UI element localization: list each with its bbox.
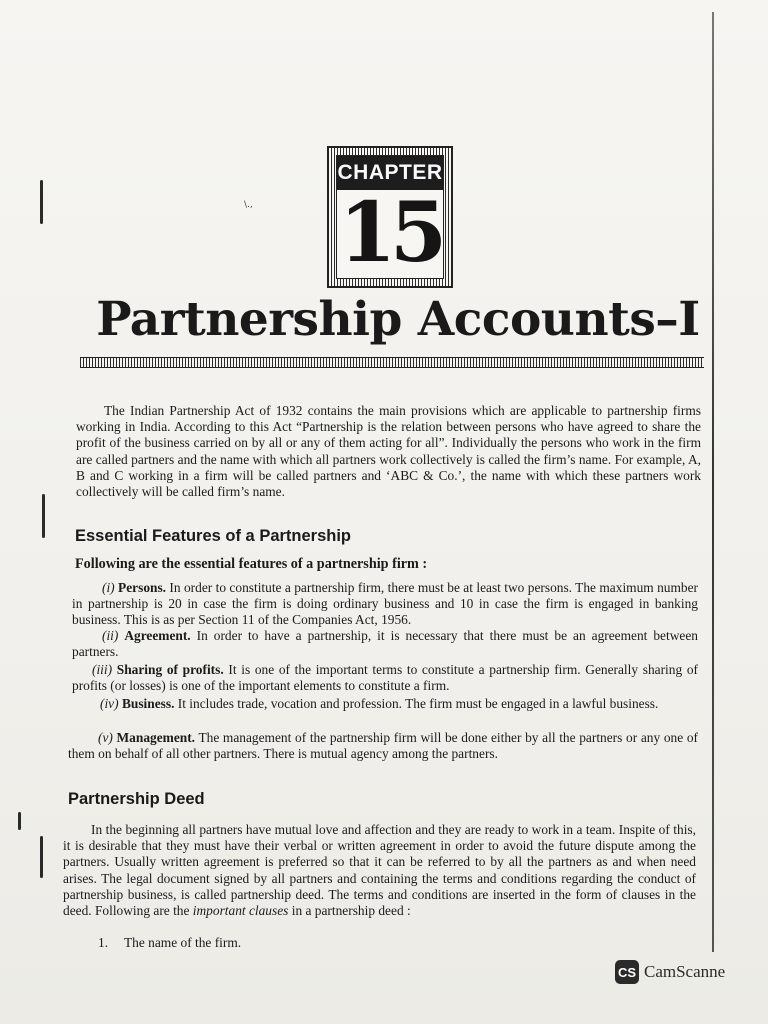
feature-text: In order to constitute a partnership firm, there must be at least two persons. The maximum number in partnership is 20 in case the firm is doing ordinary business and 10 in case the firm is engaged in banking business. This is as per Section 11 of the Companies Act, 1956. (72, 580, 698, 628)
features-subheading: Following are the essential features of a partnership firm : (75, 556, 428, 572)
feature-term: Management. (116, 730, 196, 745)
binder-mark (40, 836, 43, 878)
feature-number: (v) (98, 730, 113, 745)
feature-text: In order to have a partnership, it is necessary that there must be an agreement between partners. (72, 628, 698, 660)
feature-text: It includes trade, vocation and profession. The firm must be engaged in a lawful business. (174, 696, 659, 711)
clause-text: The name of the firm. (124, 935, 242, 950)
deed-text: In the beginning all partners have mutual love and affection and they are ready to work in a team. Inspite of this, it is desirable that they must have their verbal or written agreement in order to avoid the future dispute among the partners. Usually written agreement is preferred so that it can be referred to by all the partners as and when need arises. The legal document signed by all partners and containing the terms and conditions regarding the conduct of partnership business, is called partnership deed. The terms and conditions are inserted in the form of clauses in the deed. Following are the (63, 822, 696, 919)
feature-text: The management of the partnership firm will be done either by all the partners or any one of them on behalf of all other partners. There is mutual agency among the partners. (68, 730, 698, 762)
binder-mark (42, 494, 45, 538)
feature-number: (iv) (100, 696, 119, 711)
deed-italic-text: important clauses (192, 903, 289, 919)
feature-number: (i) (102, 580, 115, 595)
binder-mark (40, 180, 43, 224)
intro-text: The Indian Partnership Act of 1932 contains the main provisions which are applicable to partnership firms working in India. According to this Act “Partnership is the relation between persons who have agreed to share the profit of the business carried on by all or any of them acting for all”. Individually the persons who work in the firm are called partners and the name with which all partners work collectively is called the firm’s name. For example, A, B and C working in a firm will be called partners and ‘ABC & Co.’, the name with which these partners work collectively will be called firm’s name. (76, 403, 701, 500)
feature-term: Business. (121, 696, 175, 711)
feature-item (72, 662, 698, 694)
section-heading-deed: Partnership Deed (68, 790, 205, 808)
feature-term: Sharing of profits. (116, 662, 224, 677)
title-rule (80, 357, 704, 368)
deed-clause-item (98, 935, 241, 951)
chapter-badge (327, 146, 453, 288)
feature-item (72, 580, 698, 629)
pen-scratch: \., (244, 200, 253, 210)
feature-number: (iii) (92, 662, 113, 677)
chapter-label: CHAPTER (337, 156, 443, 190)
clause-number: 1. (98, 935, 109, 950)
chapter-badge-inner (336, 155, 444, 279)
chapter-number: 15 (338, 185, 442, 281)
feature-term: Agreement. (124, 628, 191, 643)
camscanner-watermark (615, 960, 725, 984)
section-heading-features: Essential Features of a Partnership (75, 527, 352, 545)
deed-paragraph (63, 822, 696, 919)
page-edge-shadow (712, 12, 714, 952)
feature-text: It is one of the important terms to constitute a partnership firm. Generally sharing of profits (or losses) is one of the important elements to constitute a firm. (72, 662, 698, 694)
binder-mark (18, 812, 21, 830)
feature-term: Persons. (118, 580, 167, 595)
camscanner-logo-icon: CS (615, 960, 639, 984)
deed-text-end: in a partnership deed : (288, 903, 411, 919)
feature-item (70, 696, 698, 712)
intro-paragraph (76, 403, 701, 500)
feature-item (68, 730, 698, 762)
feature-item (72, 628, 698, 660)
camscanner-text: CamScanne (644, 962, 726, 981)
feature-number: (ii) (102, 628, 119, 643)
chapter-title: Partnership Accounts–I (96, 292, 700, 347)
